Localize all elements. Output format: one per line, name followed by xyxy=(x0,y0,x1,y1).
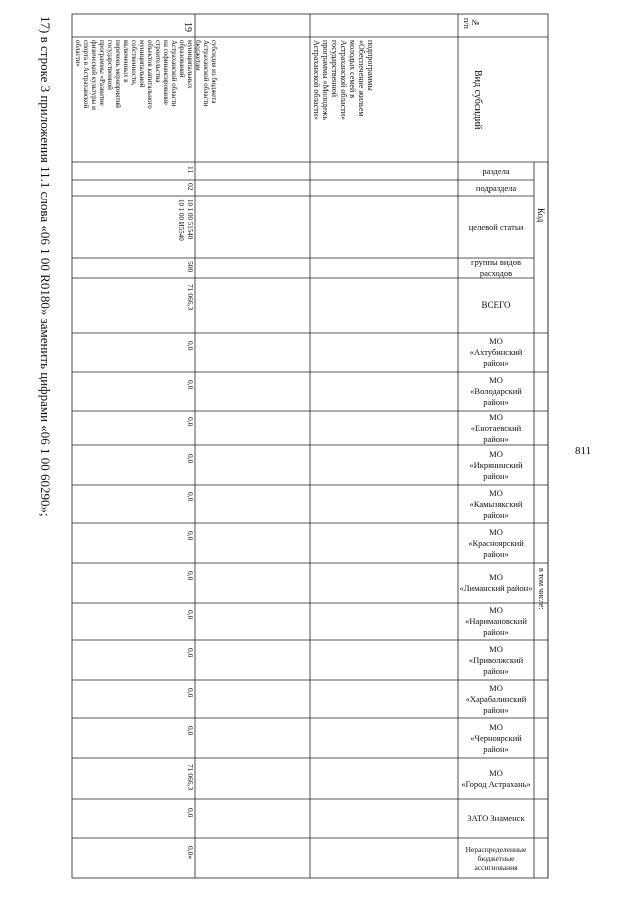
value-ikryaninsky: 0,0 xyxy=(186,454,195,464)
mo-krasnoyarsky-header: МО «Красноярский район» xyxy=(468,526,524,559)
value-astrakhan-city: 71 066,3 xyxy=(186,764,195,791)
mo-limansky-header: МО «Лиманский район» xyxy=(459,572,533,593)
mo-ikryaninsky-header: МО «Икрянинский район» xyxy=(469,448,523,481)
value-privolzhsky: 0,0 xyxy=(186,648,195,658)
subsection-code: 02 xyxy=(186,183,195,191)
value-krasnoyarsky: 0,0 xyxy=(186,531,195,541)
group-code: 500 xyxy=(186,261,195,273)
mo-privolzhsky-header: МО «Приволжский район» xyxy=(468,643,524,676)
total-value: 71 066,3 xyxy=(186,284,195,311)
mo-akhtubinsky-header: МО «Ахтубинский район» xyxy=(469,336,523,368)
mo-enotaevsky-header: МО «Енотаевский район» xyxy=(470,411,522,444)
subsidy-header: Вид субсидий xyxy=(472,70,483,130)
code-header: Код xyxy=(536,208,546,223)
value-akhtubinsky: 0,0 xyxy=(186,341,195,351)
mo-kharabalinsky-header: МО «Харабалинский район» xyxy=(465,682,527,715)
value-unallocated: 0,0» xyxy=(186,846,195,860)
value-kharabalinsky: 0,0 xyxy=(186,688,195,698)
row-number: 19 xyxy=(182,22,193,32)
target-code: 10 1 00 51540 10 1 00 И5540 xyxy=(177,199,194,241)
value-enotaevsky: 0,0 xyxy=(186,417,195,427)
value-narimanovsky: 0,0 xyxy=(186,610,195,620)
total-header: ВСЕГО xyxy=(481,300,511,310)
mo-astrakhan-city-header: МО «Город Астрахань» xyxy=(461,767,531,789)
subprogram-description: подпрограммы «Обеспечение жильем молодых семей в Астраханской области» государственной программы «Молодежь Астраханской области» xyxy=(312,40,375,121)
mo-narimanovsky-header: МО «Наримановский район» xyxy=(465,605,527,637)
value-zato-znamensk: 0,0 xyxy=(186,808,195,818)
value-chernoyarsky: 0,0 xyxy=(186,726,195,736)
value-limansky: 0,0 xyxy=(186,571,195,581)
page-number: 811 xyxy=(575,445,592,457)
code-target-header: целевой статьи xyxy=(468,221,524,232)
zato-znamensk-header: ЗАТО Знаменск xyxy=(467,813,525,823)
code-subsection-header: подраздела xyxy=(475,182,517,193)
unallocated-header: Нераспределенные бюджетные ассигнования xyxy=(465,844,527,872)
num-header: № п/п xyxy=(462,18,480,29)
mo-volodarsky-header: МО «Володарский район» xyxy=(470,375,522,407)
value-volodarsky: 0,0 xyxy=(186,380,195,390)
value-kamyzyaksky: 0,0 xyxy=(186,492,195,502)
mo-chernoyarsky-header: МО «Черноярский район» xyxy=(470,721,522,754)
incl-header: в том числе: xyxy=(537,568,546,610)
section-code: 11 xyxy=(186,166,195,174)
mo-kamyzyaksky-header: МО «Камызякский район» xyxy=(469,487,523,520)
amendment-instruction: 17) в строке 3 приложения 11.1 слова «06 1 00 R0180» заменить цифрами «06 1 00 60290»; xyxy=(38,16,53,517)
code-group-header: группы видов расходов xyxy=(471,257,521,278)
code-section-header: раздела xyxy=(482,165,510,176)
subsidy-description: субсидия из бюджета Астраханской области бюджетам муниципальных образований Астраханской области на софинансирование строительства объектов капитального муниципальной собственности, включенных в перечень мероприятий государственной программы «Развитие физической культуры и спорта в Астраханской области» xyxy=(74,40,218,110)
